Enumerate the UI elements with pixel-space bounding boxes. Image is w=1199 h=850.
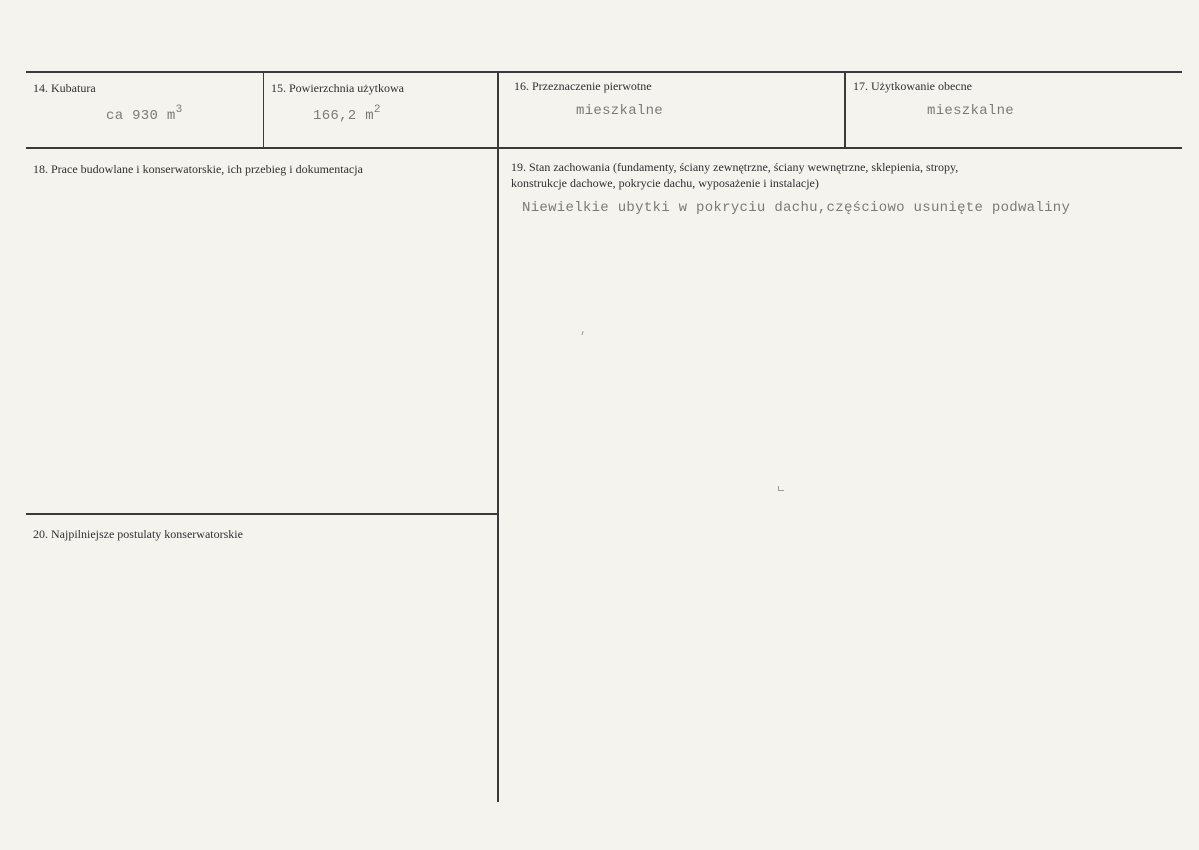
- field-14-value-text: ca 930 m: [106, 108, 176, 124]
- divider-14-15: [263, 72, 264, 148]
- field-17-label: 17. Użytkowanie obecne: [853, 79, 972, 93]
- field-19-label-line2: konstrukcje dachowe, pokrycie dachu, wyposażenie i instalacje): [511, 176, 819, 190]
- field20-top-rule: [26, 513, 497, 515]
- divider-15-16: [497, 72, 499, 802]
- field-14-label: 14. Kubatura: [33, 81, 96, 95]
- paper-speck: [778, 486, 779, 491]
- row1-bottom-rule: [26, 147, 1182, 149]
- field-19-label-line1: 19. Stan zachowania (fundamenty, ściany zewnętrzne, ściany wewnętrzne, sklepienia, stropy,: [511, 160, 959, 174]
- field-18-area[interactable]: [28, 182, 494, 510]
- field-16-value[interactable]: mieszkalne: [576, 103, 664, 119]
- field-16-label: 16. Przeznaczenie pierwotne: [514, 79, 652, 93]
- field-17-value[interactable]: mieszkalne: [927, 103, 1015, 119]
- field-15-value-text: 166,2 m: [313, 108, 374, 124]
- field-19-area[interactable]: [502, 222, 1178, 800]
- field-15-value-exponent: 2: [373, 104, 381, 116]
- field-14-value[interactable]: [106, 104, 183, 124]
- field-19-value[interactable]: Niewielkie ubytki w pokryciu dachu,częściowo usunięte podwaliny: [522, 200, 1071, 216]
- field-14-value-exponent: 3: [175, 104, 183, 116]
- field-15-label: 15. Powierzchnia użytkowa: [271, 81, 404, 95]
- field-20-label: 20. Najpilniejsze postulaty konserwatorskie: [33, 527, 243, 541]
- field-15-value[interactable]: [313, 104, 381, 124]
- field-18-label: 18. Prace budowlane i konserwatorskie, ich przebieg i dokumentacja: [33, 162, 363, 176]
- top-rule: [26, 71, 1182, 73]
- field-20-area[interactable]: [28, 548, 494, 800]
- divider-16-17: [844, 72, 846, 148]
